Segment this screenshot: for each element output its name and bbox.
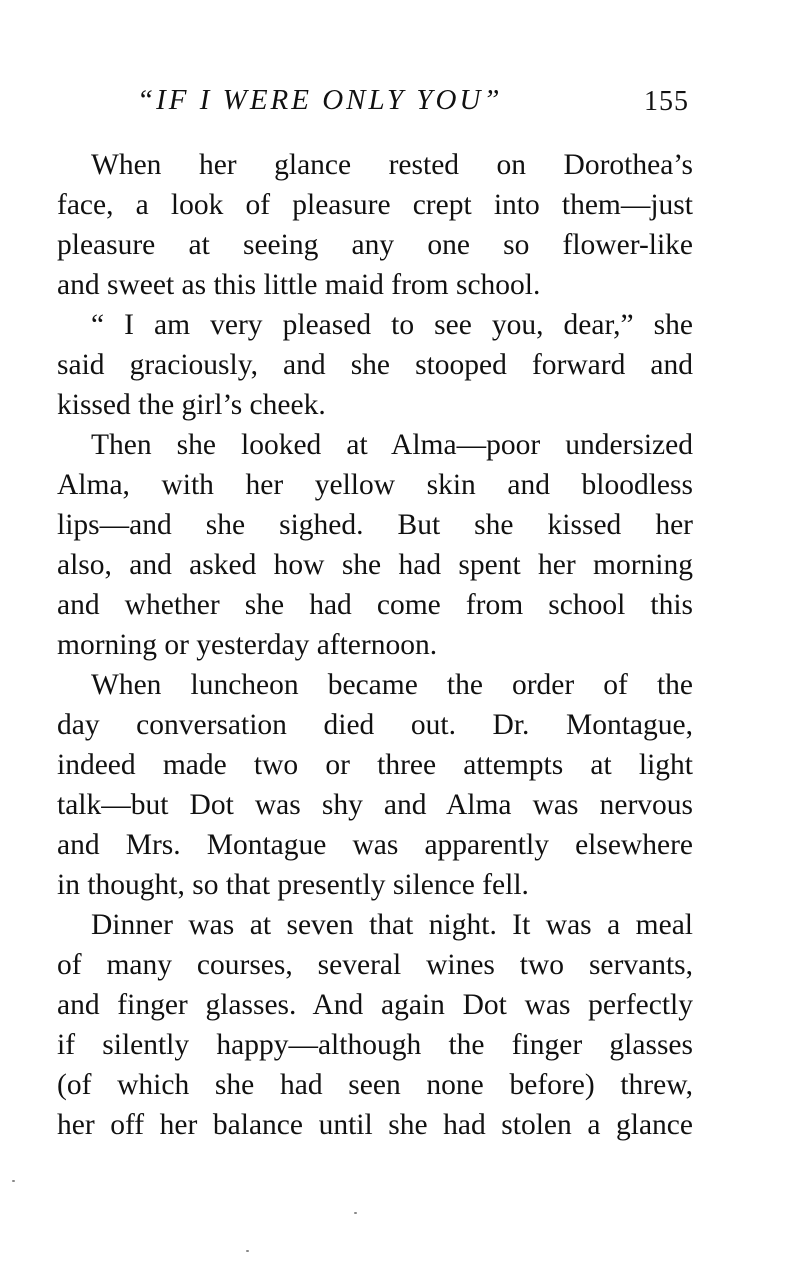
text-line: in thought, so that presently silence fell. [57, 869, 529, 901]
text-line: Dinner was at seven that night. It was a meal [91, 909, 693, 941]
text-line: and Mrs. Montague was apparently elsewhere [57, 829, 693, 861]
text-line: said graciously, and she stooped forward and [57, 349, 693, 381]
text-line: talk—but Dot was shy and Alma was nervous [57, 789, 693, 821]
text-line: and whether she had come from school this [57, 589, 693, 621]
text-line: lips—and she sighed. But she kissed her [57, 509, 693, 541]
text-line: if silently happy—although the finger glasses [57, 1029, 693, 1061]
text-line: When luncheon became the order of the [91, 669, 693, 701]
paragraph [57, 665, 693, 905]
text-line: “ I am very pleased to see you, dear,” she [91, 309, 693, 341]
text-line: indeed made two or three attempts at light [57, 749, 693, 781]
body-text [57, 145, 693, 1145]
page-header [57, 84, 693, 124]
text-line: of many courses, several wines two servants, [57, 949, 693, 981]
text-line: Alma, with her yellow skin and bloodless [57, 469, 693, 501]
paragraph [57, 425, 693, 665]
text-line: pleasure at seeing any one so flower-like [57, 229, 693, 261]
text-line: When her glance rested on Dorothea’s [91, 149, 693, 181]
text-line: (of which she had seen none before) threw, [57, 1069, 693, 1101]
paragraph [57, 145, 693, 305]
paragraph [57, 305, 693, 425]
scan-speck [12, 1180, 15, 1182]
scan-speck [354, 1212, 357, 1214]
text-line: and sweet as this little maid from school. [57, 269, 541, 301]
text-line: day conversation died out. Dr. Montague, [57, 709, 693, 741]
text-line: also, and asked how she had spent her morning [57, 549, 693, 581]
text-line: and finger glasses. And again Dot was perfectly [57, 989, 693, 1021]
scan-speck [246, 1250, 249, 1252]
text-line: Then she looked at Alma—poor undersized [91, 429, 693, 461]
text-line: kissed the girl’s cheek. [57, 389, 326, 421]
text-line: her off her balance until she had stolen a glance [57, 1109, 693, 1141]
text-line: morning or yesterday afternoon. [57, 629, 438, 661]
running-title: “IF I WERE ONLY YOU” [137, 84, 503, 116]
text-line: face, a look of pleasure crept into them—just [57, 189, 693, 221]
page-number: 155 [644, 86, 689, 117]
paragraph [57, 905, 693, 1145]
